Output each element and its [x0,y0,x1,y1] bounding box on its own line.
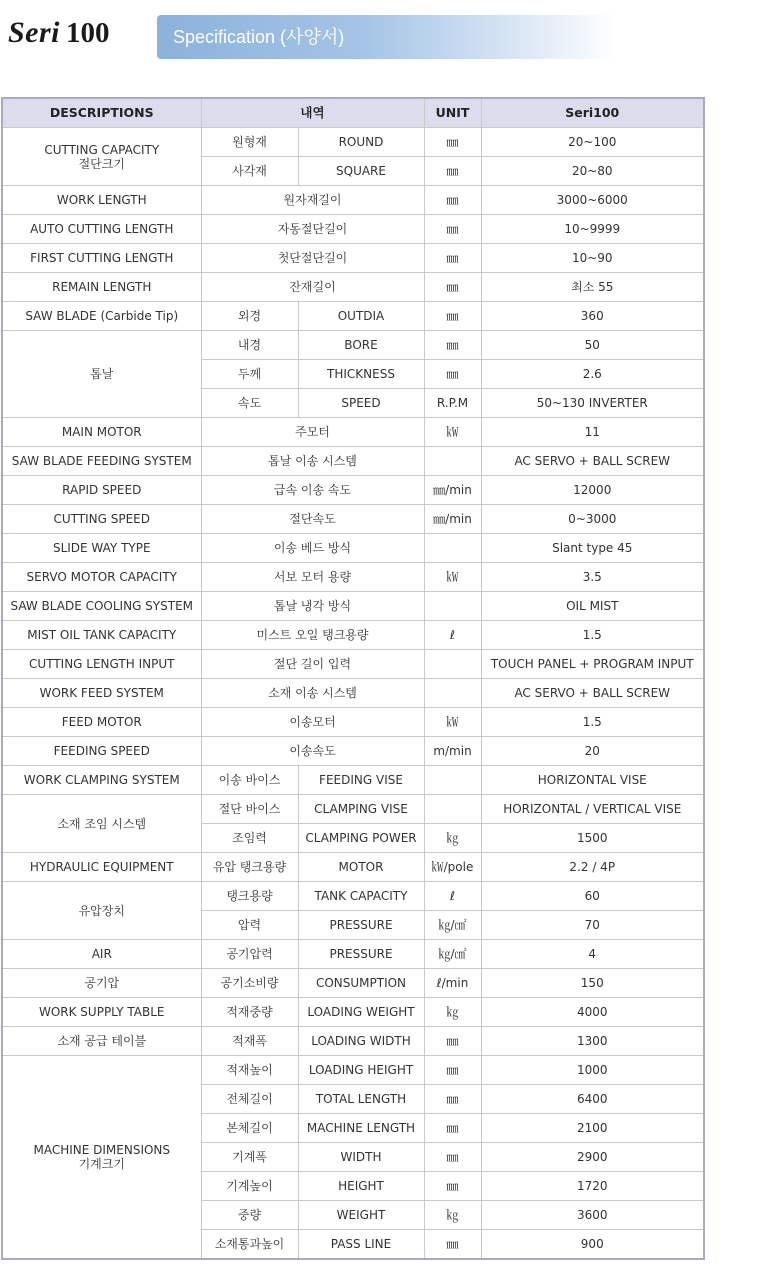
row-value: 1.5 [481,708,704,737]
row-detail-english: CLAMPING POWER [298,824,424,853]
row-description: AIR [2,940,201,969]
row-description: MIST OIL TANK CAPACITY [2,621,201,650]
row-detail-korean: 외경 [201,302,298,331]
table-row [2,679,704,708]
header-model: Seri100 [481,98,704,128]
row-description: 공기압 [2,969,201,998]
row-unit: ㎜ [424,1085,481,1114]
table-row [2,476,704,505]
row-detail-korean: 원자재길이 [201,186,424,215]
row-detail-korean: 조임력 [201,824,298,853]
row-unit [424,679,481,708]
row-description: WORK SUPPLY TABLE [2,998,201,1027]
table-row [2,795,704,824]
row-value: 2.2 / 4P [481,853,704,882]
row-value: OIL MIST [481,592,704,621]
row-value: 6400 [481,1085,704,1114]
table-row [2,621,704,650]
row-detail-korean: 절단 바이스 [201,795,298,824]
row-detail-english: OUTDIA [298,302,424,331]
row-value: AC SERVO + BALL SCREW [481,447,704,476]
row-unit: ㎜ [424,215,481,244]
row-description: WORK CLAMPING SYSTEM [2,766,201,795]
row-detail-english: ROUND [298,128,424,157]
row-value: 4000 [481,998,704,1027]
row-value: 60 [481,882,704,911]
row-detail-korean: 이송 베드 방식 [201,534,424,563]
row-unit: ㎜ [424,244,481,273]
row-value: 2.6 [481,360,704,389]
table-row [2,737,704,766]
row-value: 3000~6000 [481,186,704,215]
row-detail-korean: 적재높이 [201,1056,298,1085]
header-details: 내역 [201,98,424,128]
row-value: 11 [481,418,704,447]
row-unit: ㎏ [424,1201,481,1230]
row-detail-english: SQUARE [298,157,424,186]
row-value: 1500 [481,824,704,853]
row-unit: ㎜ [424,186,481,215]
logo [8,16,110,50]
row-value: TOUCH PANEL + PROGRAM INPUT [481,650,704,679]
row-unit [424,766,481,795]
row-unit: ㎏/㎠ [424,940,481,969]
row-detail-korean: 서보 모터 용량 [201,563,424,592]
row-description: AUTO CUTTING LENGTH [2,215,201,244]
row-description: WORK FEED SYSTEM [2,679,201,708]
row-value: 1300 [481,1027,704,1056]
row-detail-korean: 적재폭 [201,1027,298,1056]
row-detail-english: CLAMPING VISE [298,795,424,824]
row-description: MAIN MOTOR [2,418,201,447]
row-unit: ㎾ [424,563,481,592]
row-value: 900 [481,1230,704,1260]
row-unit: ℓ [424,882,481,911]
row-detail-korean: 급속 이송 속도 [201,476,424,505]
row-detail-english: SPEED [298,389,424,418]
row-detail-english: BORE [298,331,424,360]
row-value: 20~100 [481,128,704,157]
row-value: AC SERVO + BALL SCREW [481,679,704,708]
row-unit: ㎜ [424,1114,481,1143]
row-detail-english: FEEDING VISE [298,766,424,795]
row-unit [424,447,481,476]
row-detail-english: LOADING HEIGHT [298,1056,424,1085]
row-value: 1000 [481,1056,704,1085]
row-value: Slant type 45 [481,534,704,563]
row-description: CUTTING SPEED [2,505,201,534]
row-detail-english: MACHINE LENGTH [298,1114,424,1143]
row-unit: ㎜/min [424,505,481,534]
row-detail-korean: 전체길이 [201,1085,298,1114]
row-value: HORIZONTAL VISE [481,766,704,795]
row-unit: R.P.M [424,389,481,418]
row-unit: ㎜ [424,273,481,302]
table-row [2,592,704,621]
row-value: 20 [481,737,704,766]
row-unit: ㎜ [424,302,481,331]
row-unit: ㎜ [424,157,481,186]
row-value: 2100 [481,1114,704,1143]
row-description: HYDRAULIC EQUIPMENT [2,853,201,882]
table-row [2,998,704,1027]
header-unit: UNIT [424,98,481,128]
row-detail-english: THICKNESS [298,360,424,389]
row-unit: m/min [424,737,481,766]
row-unit: ㎏ [424,998,481,1027]
row-detail-english: TANK CAPACITY [298,882,424,911]
row-unit: ㎏ [424,824,481,853]
row-detail-english: HEIGHT [298,1172,424,1201]
row-description: SAW BLADE (Carbide Tip) [2,302,201,331]
row-unit: ㎾/pole [424,853,481,882]
table-row [2,447,704,476]
row-value: 0~3000 [481,505,704,534]
row-detail-korean: 이송 바이스 [201,766,298,795]
row-value: 360 [481,302,704,331]
table-row [2,215,704,244]
row-unit: ㎜ [424,1027,481,1056]
table-row [2,708,704,737]
row-unit: ㎾ [424,708,481,737]
row-detail-english: MOTOR [298,853,424,882]
row-detail-korean: 소재 이송 시스템 [201,679,424,708]
row-value: 10~90 [481,244,704,273]
row-unit: ㎜ [424,1172,481,1201]
row-detail-korean: 사각재 [201,157,298,186]
row-description: SAW BLADE FEEDING SYSTEM [2,447,201,476]
row-unit [424,650,481,679]
header-descriptions: DESCRIPTIONS [2,98,201,128]
row-unit: ㎜ [424,331,481,360]
row-value: 10~9999 [481,215,704,244]
row-unit: ㎜ [424,1143,481,1172]
specification-table [1,97,705,1260]
row-unit [424,534,481,563]
row-description: MACHINE DIMENSIONS 기계크기 [2,1056,201,1260]
row-detail-korean: 유압 탱크용량 [201,853,298,882]
table-row [2,244,704,273]
section-title-banner: Specification (사양서) [157,15,617,59]
table-row [2,650,704,679]
table-row [2,273,704,302]
row-description: 유압장치 [2,882,201,940]
row-value: 150 [481,969,704,998]
table-row [2,853,704,882]
row-detail-english: PRESSURE [298,940,424,969]
row-value: 4 [481,940,704,969]
row-detail-korean: 두께 [201,360,298,389]
row-description: FEED MOTOR [2,708,201,737]
row-detail-english: PRESSURE [298,911,424,940]
table-header-row [2,98,704,128]
row-detail-korean: 톱날 이송 시스템 [201,447,424,476]
row-description: REMAIN LENGTH [2,273,201,302]
row-value: 50 [481,331,704,360]
row-detail-english: CONSUMPTION [298,969,424,998]
row-detail-korean: 톱날 냉각 방식 [201,592,424,621]
table-row [2,534,704,563]
row-detail-korean: 기계폭 [201,1143,298,1172]
row-unit: ㎜ [424,1230,481,1260]
row-description: CUTTING LENGTH INPUT [2,650,201,679]
row-value: HORIZONTAL / VERTICAL VISE [481,795,704,824]
row-unit: ㎜/min [424,476,481,505]
row-description: FIRST CUTTING LENGTH [2,244,201,273]
row-description: FEEDING SPEED [2,737,201,766]
row-value: 1720 [481,1172,704,1201]
row-detail-korean: 탱크용량 [201,882,298,911]
row-description: CUTTING CAPACITY 절단크기 [2,128,201,186]
table-row [2,969,704,998]
row-detail-korean: 기계높이 [201,1172,298,1201]
table-row [2,766,704,795]
row-value: 70 [481,911,704,940]
row-detail-english: PASS LINE [298,1230,424,1260]
row-unit: ℓ [424,621,481,650]
table-row [2,1056,704,1085]
row-value: 50~130 INVERTER [481,389,704,418]
row-unit: ℓ/min [424,969,481,998]
row-value: 3600 [481,1201,704,1230]
table-row [2,128,704,157]
table-row [2,940,704,969]
row-detail-korean: 내경 [201,331,298,360]
row-description: 소재 공급 테이블 [2,1027,201,1056]
row-value: 20~80 [481,157,704,186]
row-description: 톱날 [2,331,201,418]
row-unit: ㎜ [424,128,481,157]
row-detail-korean: 적재중량 [201,998,298,1027]
row-detail-english: TOTAL LENGTH [298,1085,424,1114]
table-row [2,186,704,215]
row-value: 3.5 [481,563,704,592]
row-value: 1.5 [481,621,704,650]
table-row [2,302,704,331]
row-detail-korean: 본체길이 [201,1114,298,1143]
row-detail-korean: 자동절단길이 [201,215,424,244]
row-detail-korean: 절단속도 [201,505,424,534]
table-row [2,331,704,360]
row-description: 소재 조임 시스템 [2,795,201,853]
table-row [2,418,704,447]
row-detail-english: LOADING WEIGHT [298,998,424,1027]
row-description: SERVO MOTOR CAPACITY [2,563,201,592]
table-row [2,882,704,911]
table-row [2,1027,704,1056]
row-detail-korean: 원형재 [201,128,298,157]
row-unit: ㎜ [424,360,481,389]
row-detail-korean: 미스트 오일 탱크용량 [201,621,424,650]
row-description: SAW BLADE COOLING SYSTEM [2,592,201,621]
row-description: RAPID SPEED [2,476,201,505]
row-detail-korean: 이송속도 [201,737,424,766]
row-value: 2900 [481,1143,704,1172]
table-row [2,505,704,534]
logo-model: 100 [66,17,110,49]
row-description: SLIDE WAY TYPE [2,534,201,563]
row-unit: ㎾ [424,418,481,447]
row-detail-korean: 속도 [201,389,298,418]
row-detail-korean: 공기압력 [201,940,298,969]
row-description: WORK LENGTH [2,186,201,215]
row-detail-english: LOADING WIDTH [298,1027,424,1056]
logo-seri: Seri [8,16,61,49]
row-unit: ㎜ [424,1056,481,1085]
row-unit [424,795,481,824]
row-detail-english: WEIGHT [298,1201,424,1230]
row-detail-korean: 이송모터 [201,708,424,737]
row-detail-korean: 중량 [201,1201,298,1230]
row-value: 12000 [481,476,704,505]
row-detail-korean: 절단 길이 입력 [201,650,424,679]
row-unit: ㎏/㎠ [424,911,481,940]
row-detail-korean: 첫단절단길이 [201,244,424,273]
row-detail-korean: 압력 [201,911,298,940]
row-detail-korean: 주모터 [201,418,424,447]
row-unit [424,592,481,621]
row-detail-korean: 공기소비량 [201,969,298,998]
row-value: 최소 55 [481,273,704,302]
row-detail-korean: 잔재길이 [201,273,424,302]
table-row [2,563,704,592]
row-detail-korean: 소재통과높이 [201,1230,298,1260]
row-detail-english: WIDTH [298,1143,424,1172]
